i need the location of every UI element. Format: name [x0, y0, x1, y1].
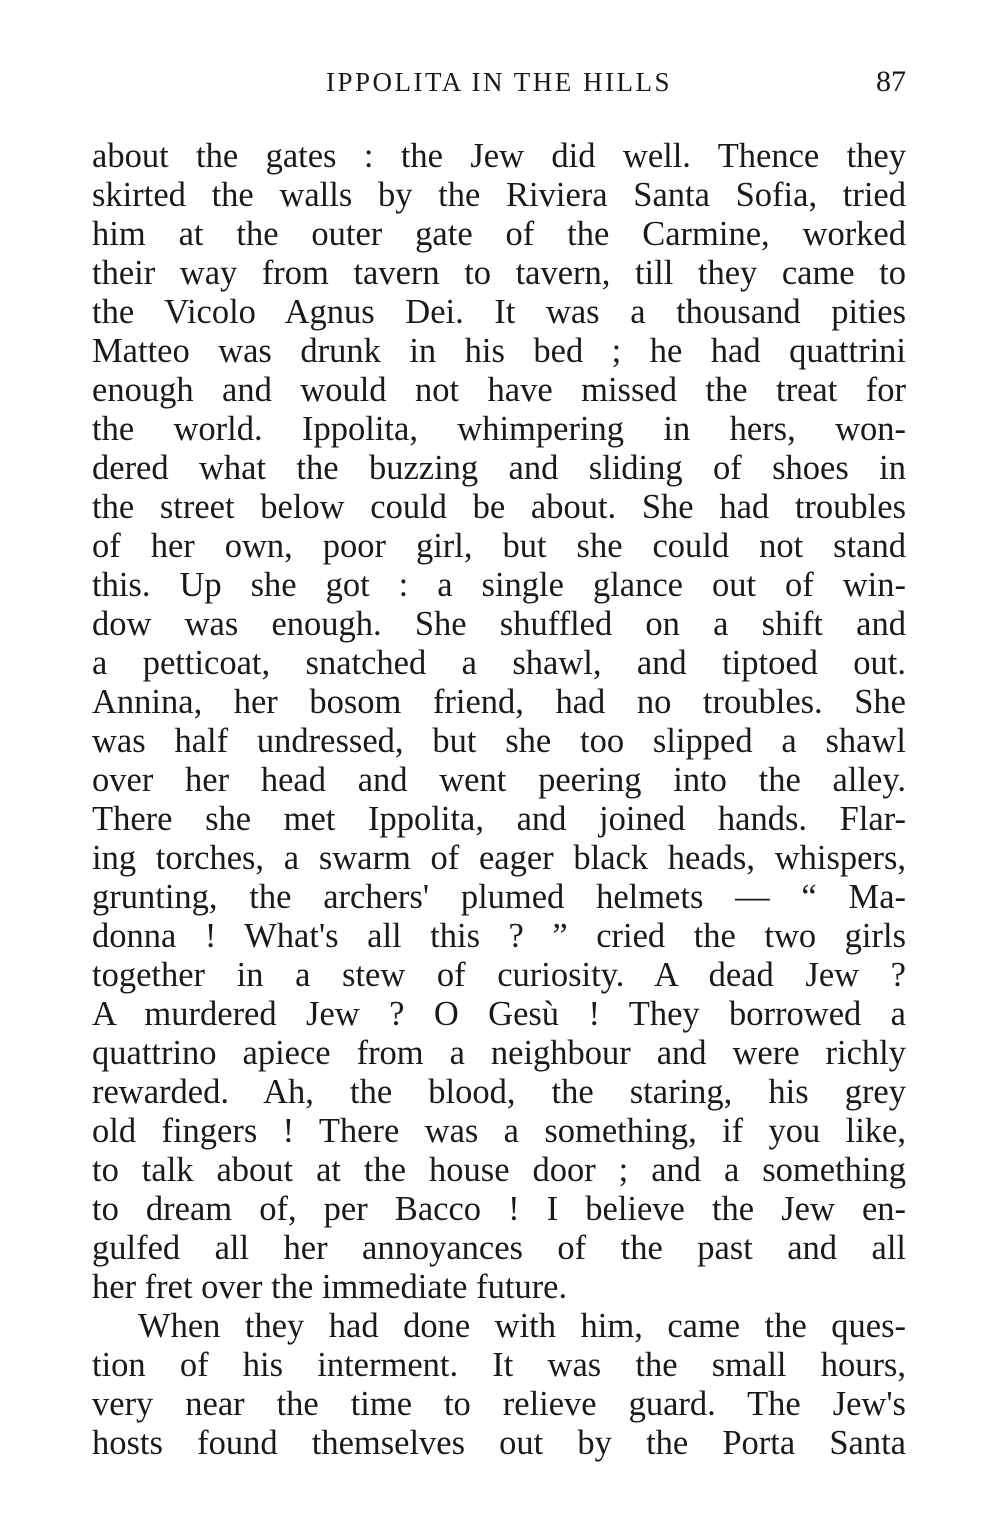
text-line: skirted the walls by the Riviera Santa Sofia, tried [92, 176, 906, 214]
text-line: the street below could be about. She had troubles [92, 488, 906, 526]
text-line: donna ! What's all this ? ” cried the two girls [92, 917, 906, 955]
text-line: him at the outer gate of the Carmine, worked [92, 215, 906, 253]
running-title: IPPOLITA IN THE HILLS [325, 67, 673, 97]
text-line: about the gates : the Jew did well. Thence they [92, 137, 906, 175]
text-line: ing torches, a swarm of eager black heads, whispers, [92, 839, 906, 877]
page-number: 87 [876, 65, 906, 98]
text-line: old fingers ! There was a something, if you like, [92, 1112, 906, 1150]
text-line: very near the time to relieve guard. The Jew's [92, 1385, 906, 1423]
text-line: tion of his interment. It was the small hours, [92, 1346, 906, 1384]
text-line: was half undressed, but she too slipped a shawl [92, 722, 906, 760]
text-line: together in a stew of curiosity. A dead Jew ? [92, 956, 906, 994]
body-text [92, 137, 906, 1463]
text-line: the Vicolo Agnus Dei. It was a thousand pities [92, 293, 906, 331]
text-line: hosts found themselves out by the Porta Santa [92, 1424, 906, 1462]
text-line: rewarded. Ah, the blood, the staring, his grey [92, 1073, 906, 1111]
text-line: Annina, her bosom friend, had no troubles. She [92, 683, 906, 721]
text-line: to dream of, per Bacco ! I believe the Jew en- [92, 1190, 906, 1228]
text-line: enough and would not have missed the treat for [92, 371, 906, 409]
text-line: their way from tavern to tavern, till they came to [92, 254, 906, 292]
text-line: over her head and went peering into the alley. [92, 761, 906, 799]
text-line: grunting, the archers' plumed helmets — “ Ma- [92, 878, 906, 916]
text-line: this. Up she got : a single glance out of win- [92, 566, 906, 604]
paragraph-end-line: her fret over the immediate future. [92, 1268, 568, 1306]
paragraph-start-line: When they had done with him, came the ques- [138, 1307, 906, 1345]
text-line: Matteo was drunk in his bed ; he had quattrini [92, 332, 906, 370]
text-line: dow was enough. She shuffled on a shift and [92, 605, 906, 643]
text-line: A murdered Jew ? O Gesù ! They borrowed a [92, 995, 906, 1033]
running-head [92, 62, 906, 102]
text-line: to talk about at the house door ; and a something [92, 1151, 906, 1189]
text-line: of her own, poor girl, but she could not stand [92, 527, 906, 565]
text-line: dered what the buzzing and sliding of shoes in [92, 449, 906, 487]
text-line: gulfed all her annoyances of the past and all [92, 1229, 906, 1267]
text-line: There she met Ippolita, and joined hands. Flar- [92, 800, 906, 838]
text-line: quattrino apiece from a neighbour and were richly [92, 1034, 906, 1072]
text-line: a petticoat, snatched a shawl, and tiptoed out. [92, 644, 906, 682]
text-line: the world. Ippolita, whimpering in hers, won- [92, 410, 906, 448]
